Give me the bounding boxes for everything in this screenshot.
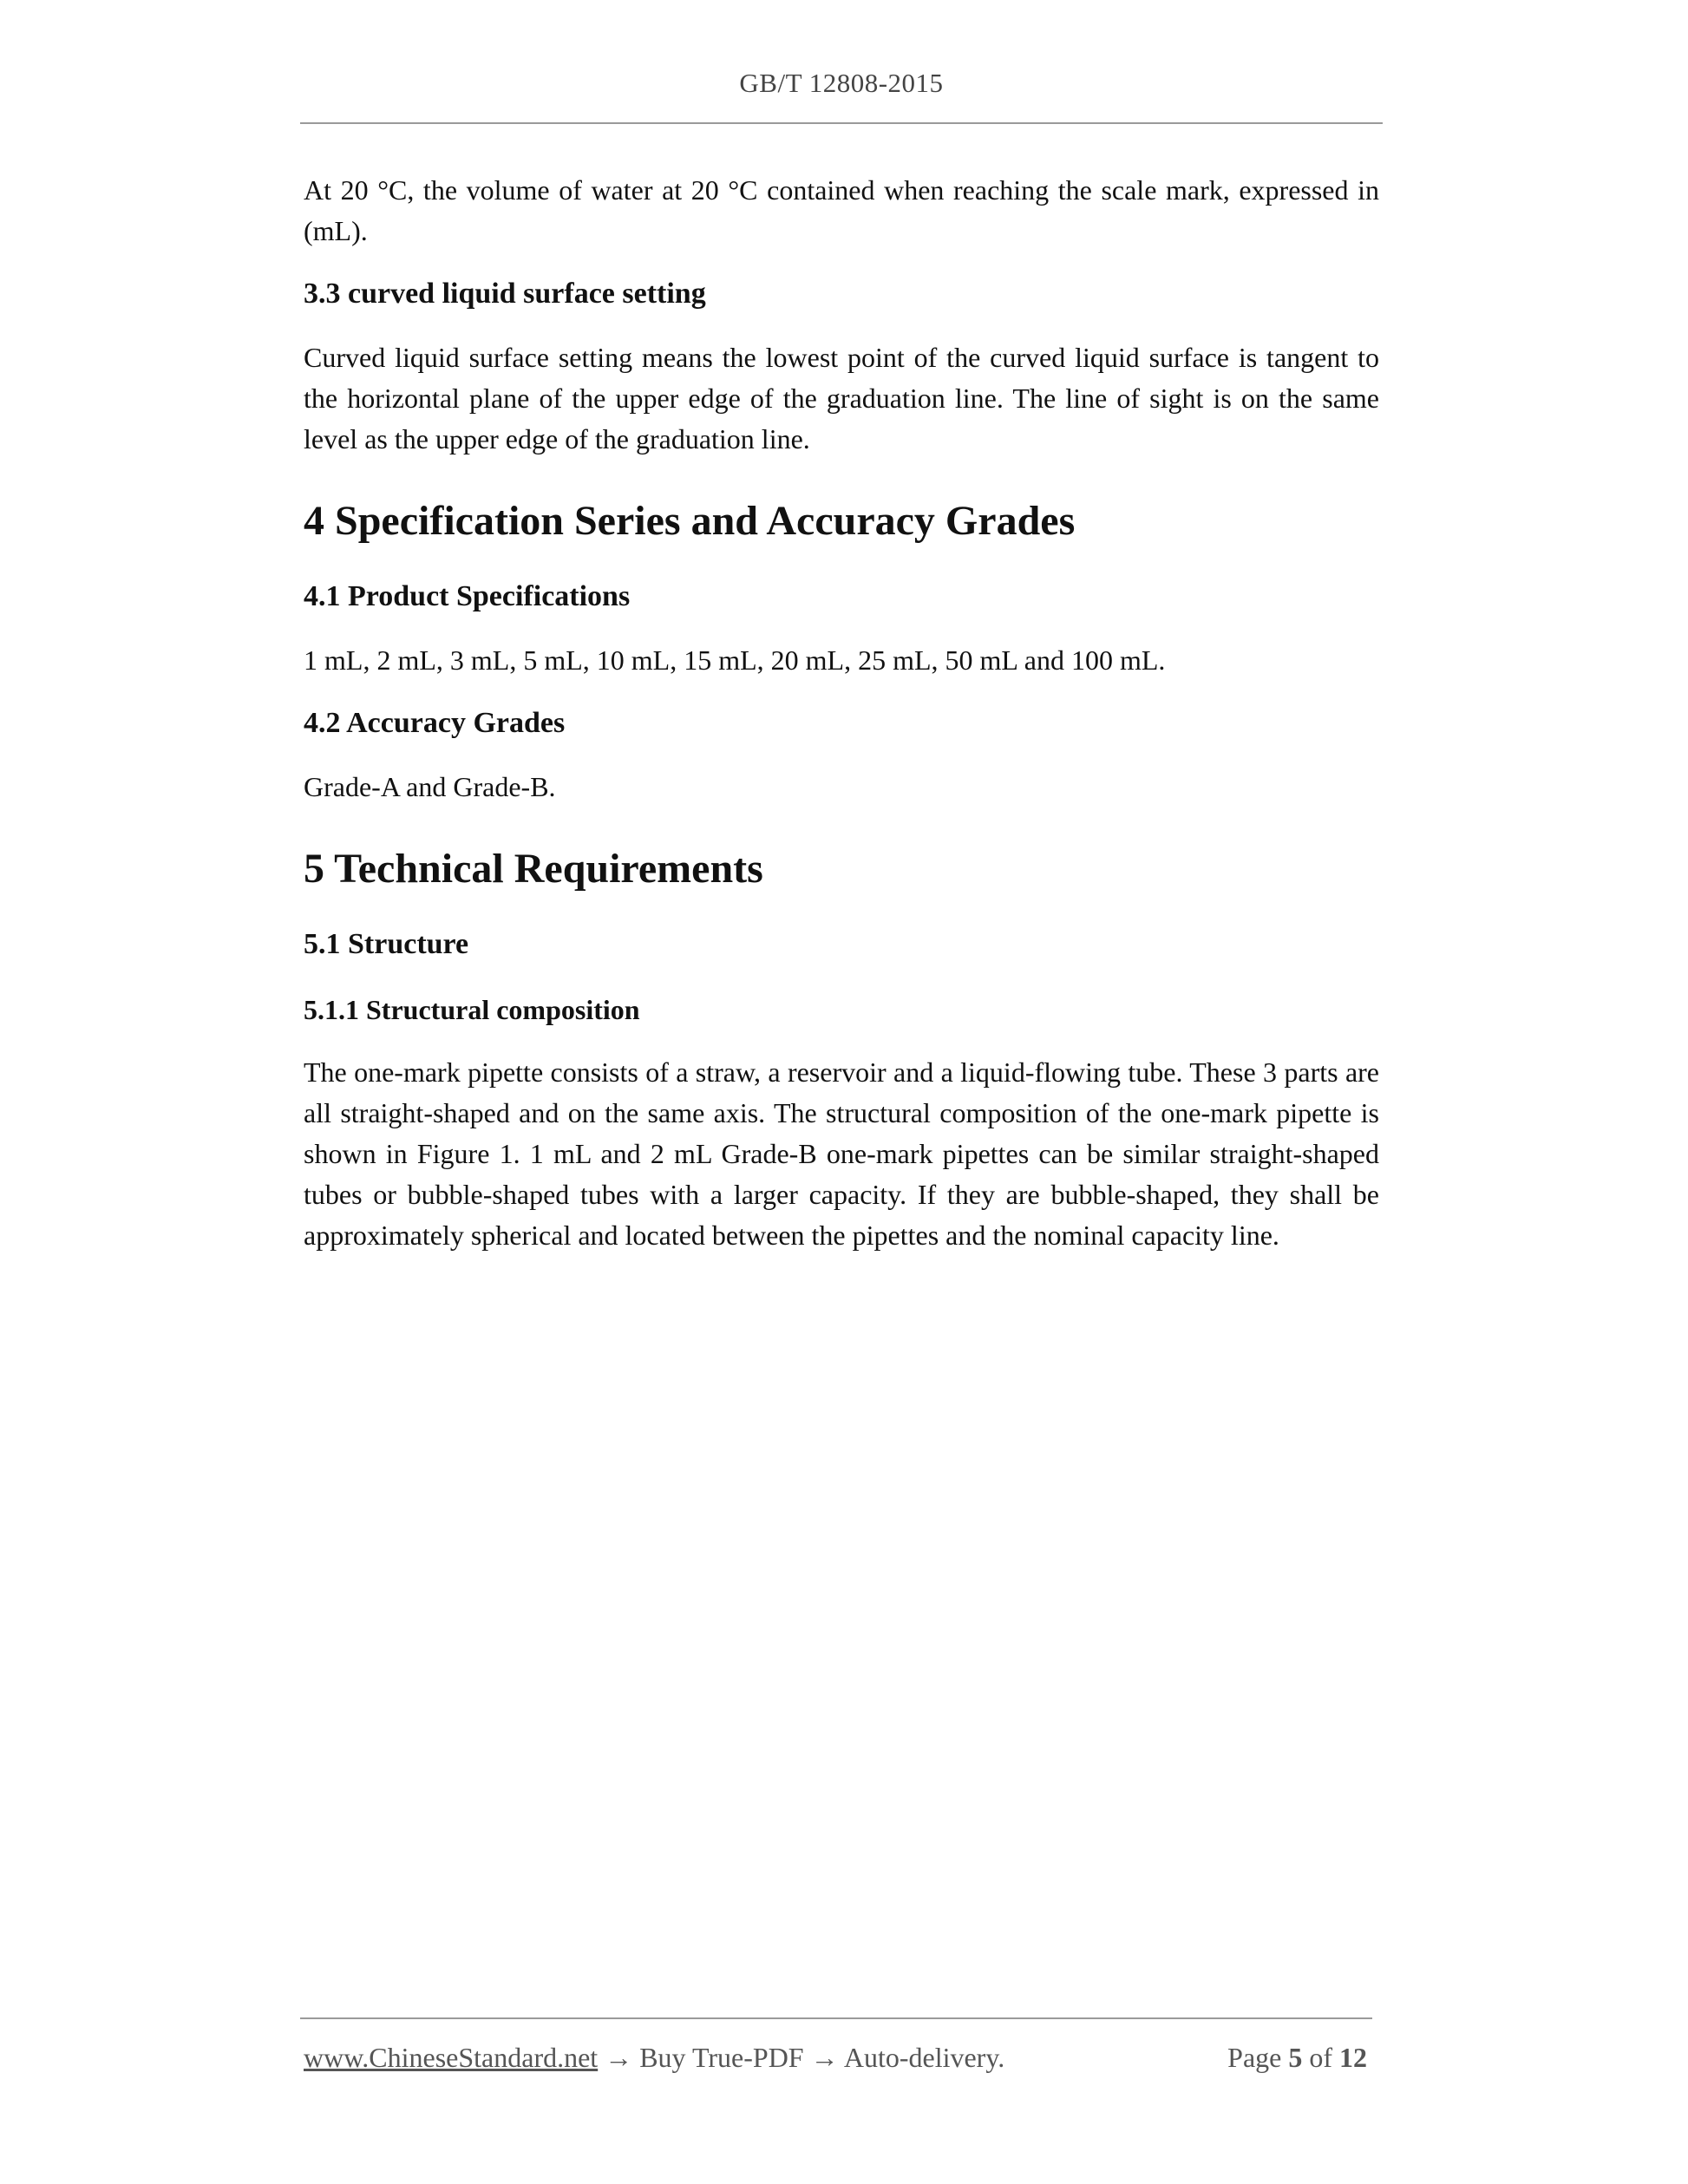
of-label: of: [1309, 2042, 1332, 2073]
page-number: 5: [1288, 2042, 1303, 2073]
buy-true-pdf-text: Buy True-PDF: [639, 2042, 804, 2073]
intro-paragraph: At 20 °C, the volume of water at 20 °C contained when reaching the scale mark, expressed in (mL).: [304, 174, 1379, 246]
arrow-right-icon: →: [810, 2042, 839, 2073]
section-4-2-text: Grade-A and Grade-B.: [304, 771, 556, 802]
section-5-1-heading: 5.1 Structure: [304, 928, 469, 960]
chinesestandard-link[interactable]: www.ChineseStandard.net: [304, 2042, 599, 2073]
auto-delivery-text: Auto-delivery.: [843, 2042, 1005, 2073]
header-divider: [300, 122, 1383, 124]
section-5-heading: 5 Technical Requirements: [304, 846, 763, 892]
section-4-heading: 4 Specification Series and Accuracy Grades: [304, 498, 1076, 544]
arrow-right-icon: →: [605, 2042, 633, 2073]
page-counter: [1227, 2040, 1367, 2075]
footer-divider: [300, 2017, 1372, 2019]
section-4-1-heading: 4.1 Product Specifications: [304, 580, 631, 612]
document-body: [304, 170, 1379, 1256]
section-3-3-text: Curved liquid surface setting means the lowest point of the curved liquid surface is tangent to the horizontal plane of the upper edge of the graduation line. The line of sight is on the same level as the upper edge of the graduation line.: [304, 342, 1379, 454]
section-5-1-1-heading: 5.1.1 Structural composition: [304, 994, 640, 1025]
section-3-3-heading: 3.3 curved liquid surface setting: [304, 278, 706, 310]
page-label: Page: [1227, 2042, 1282, 2073]
footer-promo: [304, 2040, 1004, 2075]
section-4-2-heading: 4.2 Accuracy Grades: [304, 707, 566, 739]
page-header-title: GB/T 12808-2015: [739, 68, 944, 98]
section-4-1-text: 1 mL, 2 mL, 3 mL, 5 mL, 10 mL, 15 mL, 20 mL, 25 mL, 50 mL and 100 mL.: [304, 644, 1166, 676]
section-5-1-1-text: The one-mark pipette consists of a straw, a reservoir and a liquid-flowing tube. These 3 parts are all straight-shaped and on the same axis. The structural composition of the one-mark pipette is shown in Figure 1. 1 mL and 2 mL Grade-B one-mark pipettes can be similar straight-shaped tubes or bubble-shaped tubes with a larger capacity. If they are bubble-shaped, they shall be approximately spherical and located between the pipettes and the nominal capacity line.: [304, 1056, 1379, 1251]
total-pages: 12: [1339, 2042, 1367, 2073]
